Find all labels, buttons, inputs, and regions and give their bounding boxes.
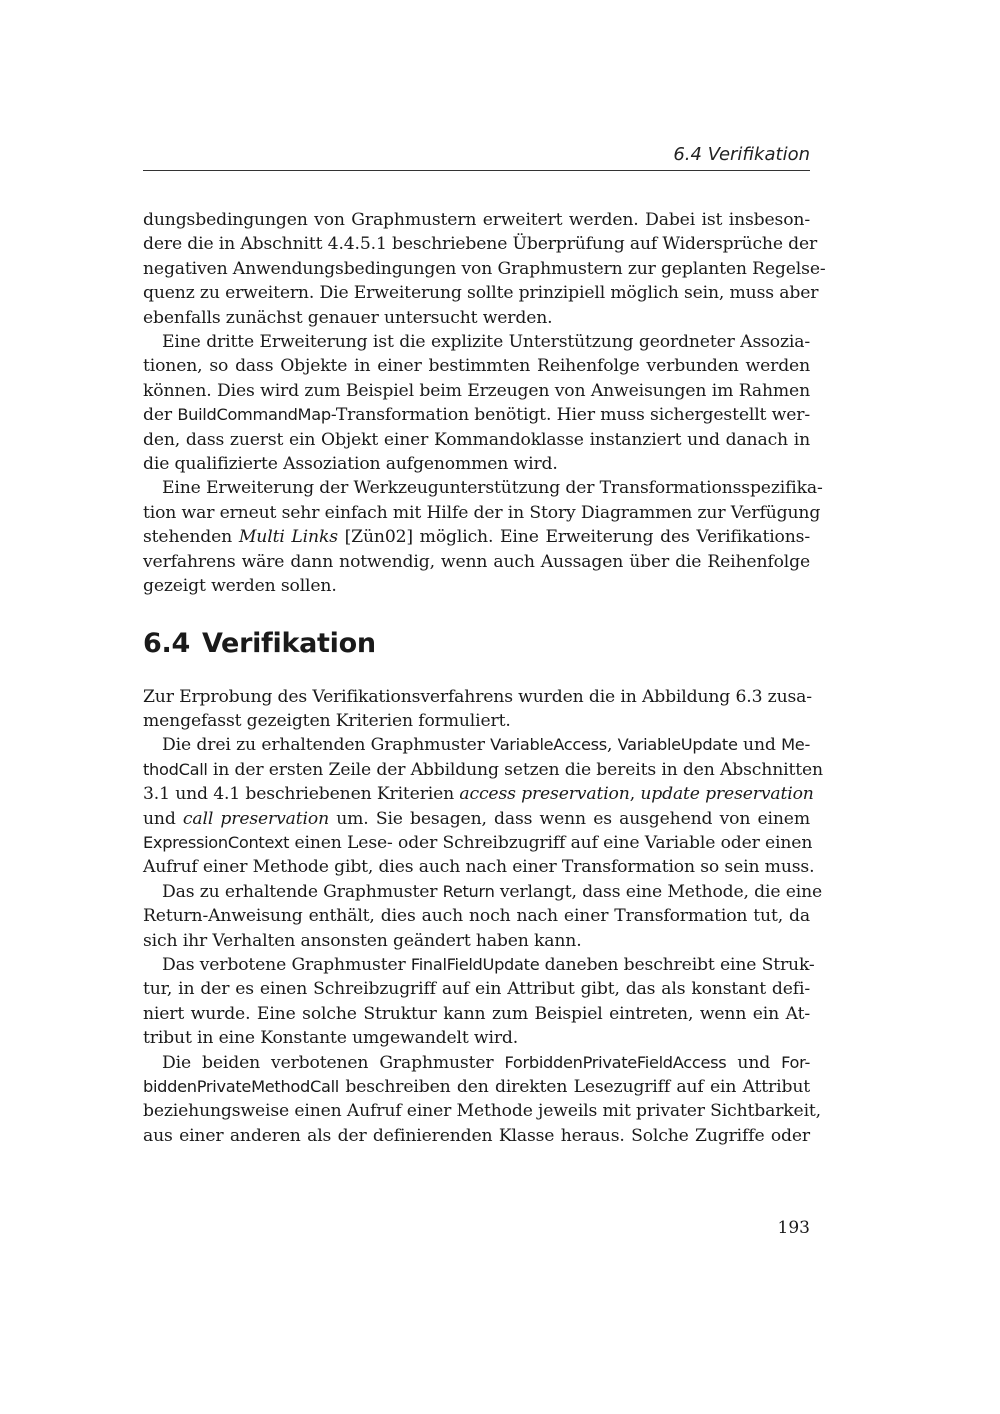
code-term: ExpressionContext <box>143 832 290 852</box>
text-run: der <box>143 405 178 426</box>
paragraph-intro <box>143 685 810 734</box>
text-run: Die beiden verbotenen Graphmuster <box>162 1052 505 1073</box>
text-run: verlangt, dass eine Methode, die eine <box>494 881 823 902</box>
text-run: und <box>737 735 782 756</box>
text-line: quenz zu erweitern. Die Erweiterung sollte prinzipiell möglich sein, muss aber <box>143 283 819 304</box>
code-term: For- <box>781 1052 811 1072</box>
text-line: sich ihr Verhalten ansonsten geändert haben kann. <box>143 930 582 951</box>
text-run: Die drei zu erhaltenden Graphmuster <box>162 735 491 756</box>
page-number: 193 <box>777 1218 810 1238</box>
paragraph-forbidden-private <box>143 1051 821 1149</box>
text-line: gezeigt werden sollen. <box>143 576 337 597</box>
page-header <box>143 142 810 171</box>
text-line <box>143 953 815 977</box>
text-line: niert wurde. Eine solche Struktur kann zum Beispiel eintreten, wenn ein At- <box>143 1003 810 1024</box>
text-line: beziehungsweise einen Aufruf einer Methode jeweils mit privater Sichtbarkeit, <box>143 1101 821 1122</box>
text-line: die qualifizierte Assoziation aufgenommen wird. <box>143 454 558 475</box>
text-line: Zur Erprobung des Verifikationsverfahrens wurden die in Abbildung 6.3 zusa- <box>143 686 812 707</box>
section-number: 6.4 <box>143 627 190 659</box>
text-line <box>143 403 810 427</box>
text-run: -Transformation benötigt. Hier muss sichergestellt wer- <box>330 405 810 426</box>
text-run: , <box>606 735 618 756</box>
paragraph-tool-support <box>143 476 823 598</box>
text-run: um. Sie besagen, dass wenn es ausgehend von einem <box>329 808 810 829</box>
text-line <box>143 525 810 549</box>
text-run: [Zün02] möglich. Eine Erweiterung des Verifikations- <box>337 527 810 548</box>
text-line: den, dass zuerst ein Objekt einer Kommandoklasse instanziert und danach in <box>143 429 810 450</box>
text-run: 3.1 und 4.1 beschriebenen Kriterien <box>143 784 460 805</box>
text-run: in der ersten Zeile der Abbildung setzen die bereits in den Abschnitten <box>207 759 823 780</box>
text-run: Das zu erhaltende Graphmuster <box>162 881 443 902</box>
text-line: können. Dies wird zum Beispiel beim Erzeugen von Anweisungen im Rahmen <box>143 380 810 401</box>
text-line: mengefasst gezeigten Kriterien formuliert. <box>143 710 511 731</box>
text-line <box>143 733 810 757</box>
code-term: biddenPrivateMethodCall <box>143 1077 340 1096</box>
text-line <box>143 1051 810 1075</box>
section-title: Verifikation <box>201 627 376 659</box>
paragraph-continuation <box>143 208 826 330</box>
code-term: BuildCommandMap <box>177 405 331 425</box>
text-run: stehenden <box>143 527 239 548</box>
text-line: dere die in Abschnitt 4.4.5.1 beschriebene Überprüfung auf Widersprüche der <box>143 234 818 255</box>
paragraph-preserved-patterns <box>143 733 823 879</box>
text-run: daneben beschreibt eine Struk- <box>539 954 815 975</box>
text-line: negativen Anwendungsbedingungen von Graphmustern zur geplanten Regelse- <box>143 258 826 279</box>
section-heading <box>143 627 810 661</box>
code-term: ForbiddenPrivateFieldAccess <box>504 1052 727 1072</box>
text-line: Eine Erweiterung der Werkzeugunterstützung der Transformationsspezifika- <box>162 478 823 499</box>
code-term: VariableUpdate <box>617 735 738 755</box>
text-run: , <box>629 784 641 805</box>
italic-term: update preservation <box>640 784 814 805</box>
body-text <box>143 208 826 1148</box>
text-line <box>143 782 814 806</box>
text-line: tion war erneut sehr einfach mit Hilfe der in Story Diagrammen zur Verfügung <box>143 502 821 523</box>
running-head: 6.4 Verifikation <box>673 144 810 165</box>
text-line: tribut in eine Konstante umgewandelt wird. <box>143 1028 519 1049</box>
code-term: Me- <box>781 735 810 755</box>
text-line: Eine dritte Erweiterung ist die explizite Unterstützung geordneter Assozia- <box>162 332 810 353</box>
text-line: Return-Anweisung enthält, dies auch noch nach einer Transformation tut, da <box>143 906 810 927</box>
code-term: Return <box>442 881 495 901</box>
text-run: und <box>143 808 183 829</box>
italic-term: Multi Links <box>238 527 338 548</box>
text-line: ebenfalls zunächst genauer untersucht werden. <box>143 307 553 328</box>
text-line: tur, in der es einen Schreibzugriff auf ein Attribut gibt, das als konstant defi- <box>143 979 810 1000</box>
text-run: Das verbotene Graphmuster <box>162 954 411 975</box>
code-term: VariableAccess <box>490 735 607 755</box>
text-line: dungsbedingungen von Graphmustern erweitert werden. Dabei ist insbeson- <box>143 210 810 230</box>
text-line <box>143 807 810 831</box>
text-line: tionen, so dass Objekte in einer bestimmten Reihenfolge verbunden werden <box>143 356 810 377</box>
text-line <box>143 1075 810 1099</box>
text-line <box>143 831 813 855</box>
code-term: FinalFieldUpdate <box>410 954 540 974</box>
text-line: verfahrens wäre dann notwendig, wenn auch Aussagen über die Reihenfolge <box>143 551 810 572</box>
text-run: einen Lese- oder Schreibzugriff auf eine Variable oder einen <box>289 832 813 853</box>
paragraph-final-field-update <box>143 953 815 1051</box>
text-line <box>143 758 823 782</box>
paragraph-return <box>143 880 823 953</box>
text-line: Aufruf einer Methode gibt, dies auch nach einer Transformation so sein muss. <box>143 857 815 878</box>
paragraph-ordered-associations <box>143 330 810 476</box>
text-run: und <box>726 1052 782 1073</box>
text-line: aus einer anderen als der definierenden Klasse heraus. Solche Zugriffe oder <box>143 1125 810 1146</box>
code-term: thodCall <box>143 759 208 779</box>
text-run: beschreiben den direkten Lesezugriff auf ein Attribut <box>339 1077 810 1097</box>
italic-term: access preservation <box>459 784 630 805</box>
italic-term: call preservation <box>182 808 329 829</box>
text-line <box>143 880 823 904</box>
